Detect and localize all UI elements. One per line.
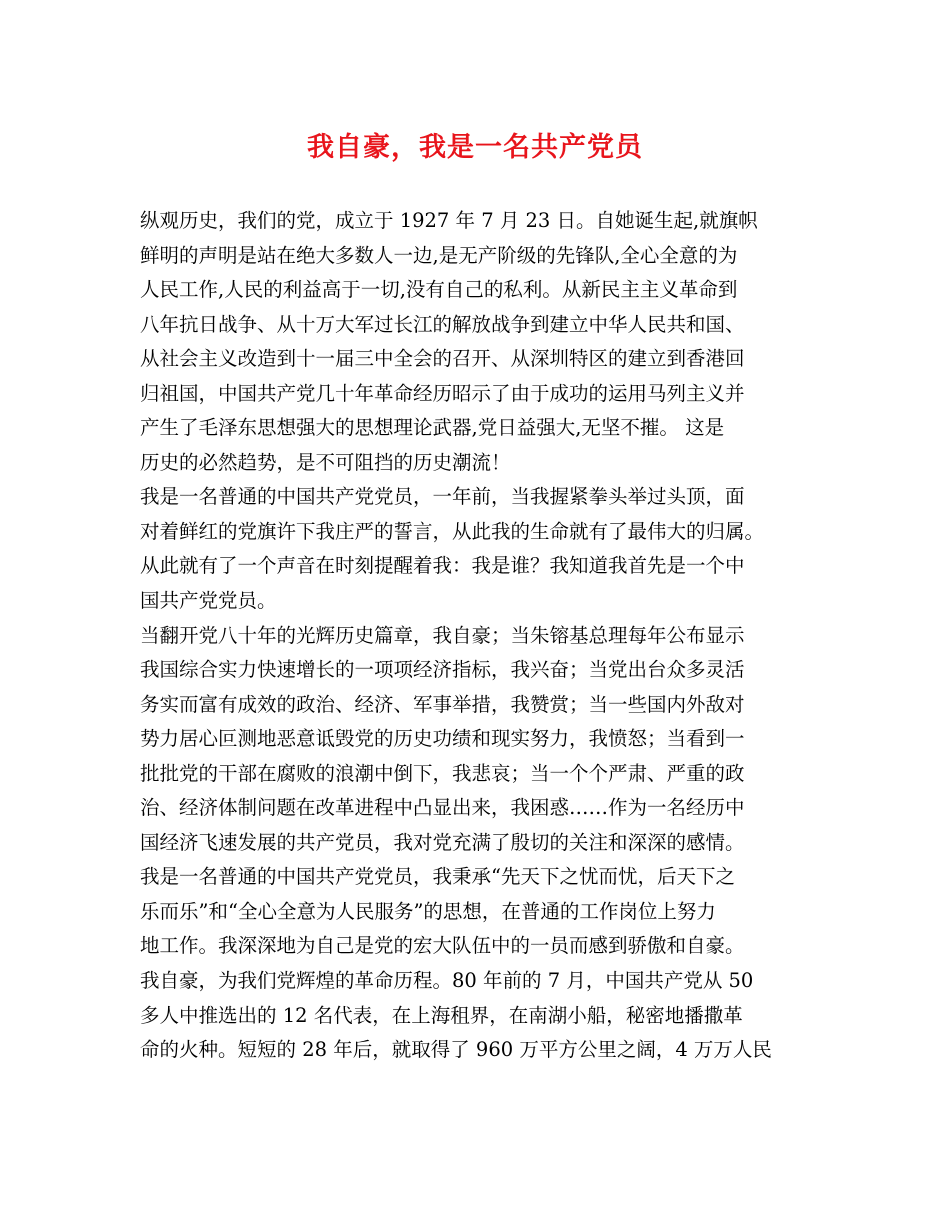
text-line: 务实而富有成效的政治、经济、军事举措，我赞赏；当一些国内外敌对	[140, 692, 745, 716]
text-line: 归祖国，中国共产党几十年革命经历昭示了由于成功的运用马列主义并	[140, 381, 745, 405]
document-title: 我自豪，我是一名共产党员	[307, 132, 643, 163]
text-line: 我自豪，为我们党辉煌的革命历程。80 年前的 7 月，中国共产党从 50	[140, 969, 754, 993]
text-line: 八年抗日战争、从十万大军过长江的解放战争到建立中华人民共和国、	[140, 312, 745, 336]
text-line: 治、经济体制问题在改革进程中凸显出来，我困惑……作为一名经历中	[140, 796, 745, 820]
text-line: 历史的必然趋势，是不可阻挡的历史潮流！	[140, 450, 511, 474]
text-line: 多人中推选出的 12 名代表，在上海租界，在南湖小船，秘密地播撒革	[140, 1003, 743, 1027]
text-line: 国共产党党员。	[140, 589, 277, 613]
text-line: 从此就有了一个声音在时刻提醒着我：我是谁？我知道我首先是一个中	[140, 554, 745, 578]
text-line: 乐而乐”和“全心全意为人民服务”的思想，在普通的工作岗位上努力	[140, 899, 716, 923]
text-line: 地工作。我深深地为自己是党的宏大队伍中的一员而感到骄傲和自豪。	[140, 934, 745, 958]
text-line: 产生了毛泽东思想强大的思想理论武器,党日益强大,无坚不摧。 这是	[140, 416, 725, 440]
text-line: 当翻开党八十年的光辉历史篇章，我自豪；当朱镕基总理每年公布显示	[140, 623, 745, 647]
text-line: 从社会主义改造到十一届三中全会的召开、从深圳特区的建立到香港回	[140, 347, 745, 371]
text-line: 批批党的干部在腐败的浪潮中倒下，我悲哀；当一个个严肃、严重的政	[140, 761, 745, 785]
text-line: 我国综合实力快速增长的一项项经济指标，我兴奋；当党出台众多灵活	[140, 658, 745, 682]
text-line: 我是一名普通的中国共产党党员，我秉承“先天下之忧而忧，后天下之	[140, 865, 735, 889]
text-line: 人民工作,人民的利益高于一切,没有自己的私利。从新民主主义革命到	[140, 278, 738, 302]
text-line: 势力居心叵测地恶意诋毁党的历史功绩和现实努力，我愤怒；当看到一	[140, 727, 745, 751]
text-line: 鲜明的声明是站在绝大多数人一边,是无产阶级的先锋队,全心全意的为	[140, 243, 738, 267]
text-line: 命的火种。短短的 28 年后，就取得了 960 万平方公里之阔，4 万万人民	[140, 1038, 772, 1062]
text-line: 对着鲜红的党旗许下我庄严的誓言，从此我的生命就有了最伟大的归属。	[140, 519, 765, 543]
text-line: 我是一名普通的中国共产党党员，一年前，当我握紧拳头举过头顶，面	[140, 485, 745, 509]
text-line: 国经济飞速发展的共产党员，我对党充满了殷切的关注和深深的感情。	[140, 830, 745, 854]
document-body	[140, 204, 830, 1068]
text-line: 纵观历史，我们的党，成立于 1927 年 7 月 23 日。自她诞生起,就旗帜	[140, 209, 758, 232]
